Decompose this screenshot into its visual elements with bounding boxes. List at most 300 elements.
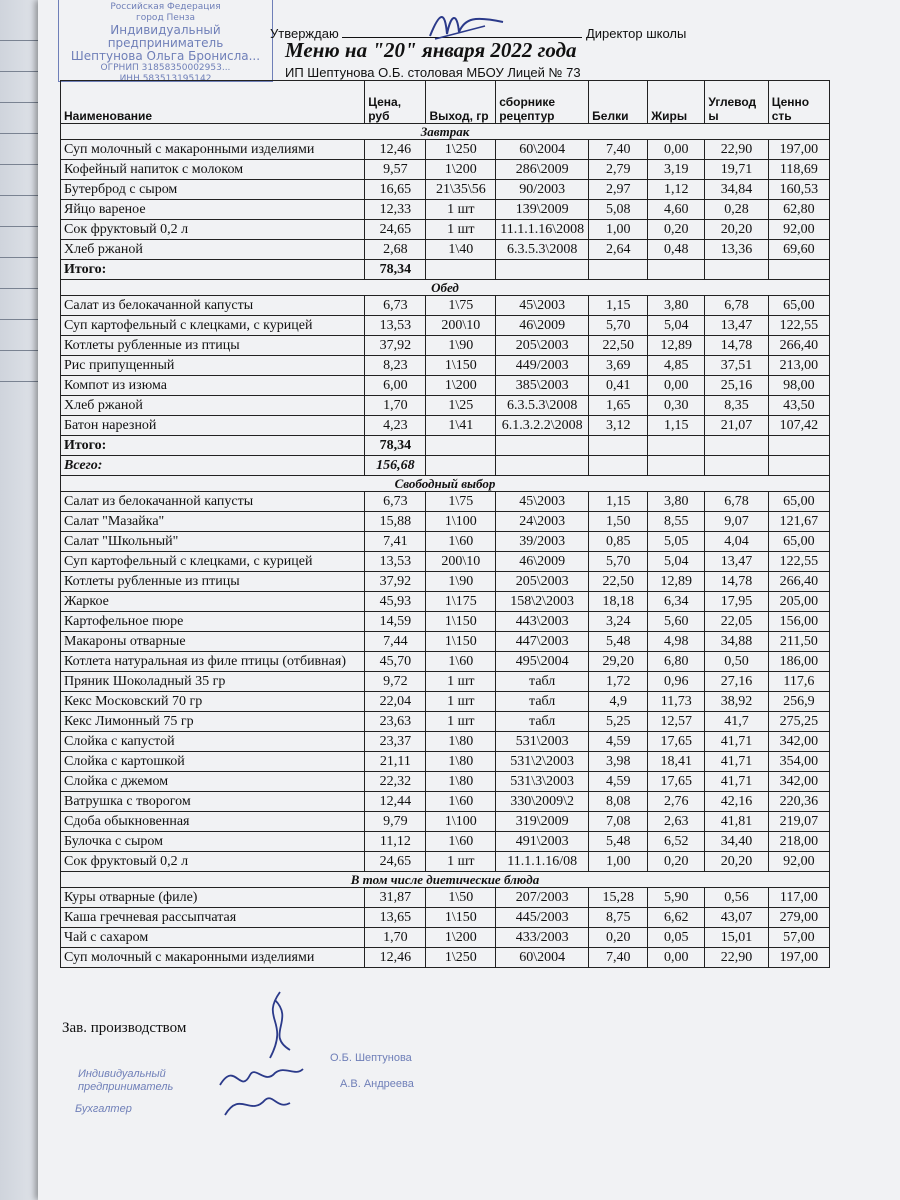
cell-price: 14,59 (365, 612, 426, 632)
cell-price: 1,70 (365, 396, 426, 416)
cell-fat: 5,05 (648, 532, 705, 552)
table-row (61, 220, 830, 240)
cell-recipe: 6.3.5.3\2008 (496, 396, 589, 416)
signatory-name-2: А.В. Андреева (340, 1078, 414, 1090)
table-row (61, 948, 830, 968)
cell-fat: 5,04 (648, 316, 705, 336)
cell-carbs: 34,88 (705, 632, 768, 652)
total-label: Всего: (61, 456, 365, 476)
cell-energy: 57,00 (768, 928, 829, 948)
table-row (61, 160, 830, 180)
cell-carbs: 22,90 (705, 140, 768, 160)
signatory-name-1: О.Б. Шептунова (330, 1052, 412, 1064)
cell-carbs: 22,90 (705, 948, 768, 968)
cell-price: 31,87 (365, 888, 426, 908)
stamp-line: город Пенза (135, 13, 196, 23)
cell-protein: 1,50 (589, 512, 648, 532)
page-title: Меню на "20" января 2022 года (285, 38, 577, 62)
cell-protein: 3,98 (589, 752, 648, 772)
cell-yield: 1\200 (426, 376, 496, 396)
cell-fat: 0,00 (648, 140, 705, 160)
production-signature-icon (250, 990, 310, 1060)
cell-fat: 4,60 (648, 200, 705, 220)
cell-name: Пряник Шоколадный 35 гр (61, 672, 365, 692)
cell-energy: 121,67 (768, 512, 829, 532)
cell-yield: 1\100 (426, 512, 496, 532)
empty-cell (496, 260, 589, 280)
empty-cell (768, 260, 829, 280)
empty-cell (589, 456, 648, 476)
cell-yield: 1\80 (426, 752, 496, 772)
cell-price: 16,65 (365, 180, 426, 200)
total-row (61, 436, 830, 456)
empty-cell (648, 260, 705, 280)
cell-recipe: 6.1.3.2.2\2008 (496, 416, 589, 436)
cell-name: Салат "Школьный" (61, 532, 365, 552)
cell-yield: 1\60 (426, 832, 496, 852)
cell-fat: 4,85 (648, 356, 705, 376)
table-row (61, 692, 830, 712)
cell-yield: 1\200 (426, 928, 496, 948)
cell-recipe: 447\2003 (496, 632, 589, 652)
cell-recipe: 60\2004 (496, 140, 589, 160)
cell-energy: 342,00 (768, 732, 829, 752)
cell-carbs: 42,16 (705, 792, 768, 812)
cell-energy: 197,00 (768, 140, 829, 160)
menu-table (60, 80, 830, 968)
cell-recipe: 443\2003 (496, 612, 589, 632)
cell-price: 4,23 (365, 416, 426, 436)
cell-name: Слойка с картошкой (61, 752, 365, 772)
cell-carbs: 41,71 (705, 732, 768, 752)
cell-carbs: 21,07 (705, 416, 768, 436)
cell-yield: 1\41 (426, 416, 496, 436)
cell-carbs: 41,71 (705, 752, 768, 772)
cell-yield: 1\150 (426, 612, 496, 632)
cell-protein: 4,59 (589, 732, 648, 752)
cell-name: Котлета натуральная из филе птицы (отбивная) (61, 652, 365, 672)
cell-energy: 256,9 (768, 692, 829, 712)
cell-recipe: 531\2\2003 (496, 752, 589, 772)
cell-energy: 266,40 (768, 572, 829, 592)
cell-yield: 1\80 (426, 772, 496, 792)
cell-name: Компот из изюма (61, 376, 365, 396)
table-row (61, 532, 830, 552)
cell-carbs: 27,16 (705, 672, 768, 692)
cell-fat: 6,52 (648, 832, 705, 852)
empty-cell (705, 260, 768, 280)
cell-fat: 3,80 (648, 492, 705, 512)
cell-name: Хлеб ржаной (61, 396, 365, 416)
cell-fat: 12,89 (648, 572, 705, 592)
section-title: Свободный выбор (61, 476, 830, 492)
stamp-line: ОГРНИП 31858350002953... (100, 63, 231, 73)
production-manager-label: Зав. производством (62, 1020, 187, 1036)
cell-carbs: 6,78 (705, 296, 768, 316)
total-row (61, 260, 830, 280)
empty-cell (705, 456, 768, 476)
cell-price: 12,46 (365, 140, 426, 160)
cell-yield: 1\60 (426, 792, 496, 812)
cell-price: 12,44 (365, 792, 426, 812)
empty-cell (768, 456, 829, 476)
cell-fat: 6,62 (648, 908, 705, 928)
table-row (61, 632, 830, 652)
empty-cell (426, 260, 496, 280)
cell-carbs: 37,51 (705, 356, 768, 376)
cell-name: Рис припущенный (61, 356, 365, 376)
cell-name: Суп молочный с макаронными изделиями (61, 948, 365, 968)
col-carbs: Углевод ы (705, 81, 768, 124)
cell-protein: 1,65 (589, 396, 648, 416)
cell-protein: 5,08 (589, 200, 648, 220)
cell-fat: 1,12 (648, 180, 705, 200)
cell-protein: 1,00 (589, 220, 648, 240)
cell-energy: 205,00 (768, 592, 829, 612)
cell-yield: 1 шт (426, 712, 496, 732)
cell-price: 7,41 (365, 532, 426, 552)
empty-cell (648, 456, 705, 476)
cell-recipe: 11.1.1.16\2008 (496, 220, 589, 240)
cell-fat: 0,00 (648, 948, 705, 968)
cell-carbs: 17,95 (705, 592, 768, 612)
cell-price: 13,53 (365, 552, 426, 572)
table-row (61, 552, 830, 572)
cell-carbs: 6,78 (705, 492, 768, 512)
menu-table-body (61, 124, 830, 968)
empty-cell (496, 436, 589, 456)
cell-fat: 8,55 (648, 512, 705, 532)
table-row (61, 832, 830, 852)
cell-price: 9,72 (365, 672, 426, 692)
cell-yield: 1\60 (426, 652, 496, 672)
cell-energy: 275,25 (768, 712, 829, 732)
cell-energy: 197,00 (768, 948, 829, 968)
cell-protein: 4,59 (589, 772, 648, 792)
cell-name: Салат из белокачанной капусты (61, 296, 365, 316)
cell-yield: 200\10 (426, 552, 496, 572)
cell-protein: 0,85 (589, 532, 648, 552)
cell-fat: 0,96 (648, 672, 705, 692)
cell-carbs: 0,28 (705, 200, 768, 220)
cell-recipe: 286\2009 (496, 160, 589, 180)
cell-price: 24,65 (365, 220, 426, 240)
cell-yield: 1\60 (426, 532, 496, 552)
col-yield: Выход, гр (426, 81, 496, 124)
table-row (61, 752, 830, 772)
cell-carbs: 38,92 (705, 692, 768, 712)
cell-energy: 98,00 (768, 376, 829, 396)
col-name: Наименование (61, 81, 365, 124)
cell-carbs: 13,36 (705, 240, 768, 260)
cell-energy: 266,40 (768, 336, 829, 356)
cell-name: Хлеб ржаной (61, 240, 365, 260)
cell-yield: 1\40 (426, 240, 496, 260)
cell-recipe: 60\2004 (496, 948, 589, 968)
cell-name: Батон нарезной (61, 416, 365, 436)
cell-carbs: 8,35 (705, 396, 768, 416)
cell-name: Сок фруктовый 0,2 л (61, 220, 365, 240)
cell-yield: 1\150 (426, 632, 496, 652)
cell-price: 23,37 (365, 732, 426, 752)
table-row (61, 396, 830, 416)
col-energy: Ценно сть (768, 81, 829, 124)
cell-fat: 3,80 (648, 296, 705, 316)
cell-price: 37,92 (365, 336, 426, 356)
cell-price: 11,12 (365, 832, 426, 852)
cell-protein: 1,72 (589, 672, 648, 692)
cell-recipe: 39/2003 (496, 532, 589, 552)
cell-carbs: 14,78 (705, 572, 768, 592)
cell-recipe: табл (496, 692, 589, 712)
cell-yield: 200\10 (426, 316, 496, 336)
total-row (61, 456, 830, 476)
cell-energy: 211,50 (768, 632, 829, 652)
table-row (61, 336, 830, 356)
cell-carbs: 0,50 (705, 652, 768, 672)
cell-carbs: 13,47 (705, 316, 768, 336)
table-row (61, 180, 830, 200)
cell-protein: 0,41 (589, 376, 648, 396)
cell-protein: 3,24 (589, 612, 648, 632)
cell-carbs: 0,56 (705, 888, 768, 908)
cell-price: 37,92 (365, 572, 426, 592)
cell-fat: 0,05 (648, 928, 705, 948)
cell-energy: 218,00 (768, 832, 829, 852)
section-header (61, 124, 830, 140)
cell-yield: 1\25 (426, 396, 496, 416)
cell-price: 9,57 (365, 160, 426, 180)
cell-carbs: 34,40 (705, 832, 768, 852)
cell-energy: 122,55 (768, 552, 829, 572)
cell-recipe: 139\2009 (496, 200, 589, 220)
cell-recipe: 330\2009\2 (496, 792, 589, 812)
section-header (61, 476, 830, 492)
cell-yield: 1 шт (426, 692, 496, 712)
cell-energy: 69,60 (768, 240, 829, 260)
total-label: Итого: (61, 260, 365, 280)
cell-price: 9,79 (365, 812, 426, 832)
table-row (61, 592, 830, 612)
cell-fat: 0,48 (648, 240, 705, 260)
cell-yield: 1\75 (426, 296, 496, 316)
cell-yield: 1\75 (426, 492, 496, 512)
cell-recipe: 531\3\2003 (496, 772, 589, 792)
stamp-line: Индивидуальный предприниматель (107, 23, 224, 50)
cell-name: Яйцо вареное (61, 200, 365, 220)
cell-recipe: 6.3.5.3\2008 (496, 240, 589, 260)
table-row (61, 376, 830, 396)
cell-carbs: 41,7 (705, 712, 768, 732)
table-row (61, 712, 830, 732)
cell-name: Сдоба обыкновенная (61, 812, 365, 832)
cell-energy: 92,00 (768, 852, 829, 872)
cell-energy: 117,6 (768, 672, 829, 692)
stamp-line: Российская Федерация (110, 2, 221, 12)
cell-name: Котлеты рубленные из птицы (61, 572, 365, 592)
cell-fat: 5,04 (648, 552, 705, 572)
cell-protein: 22,50 (589, 336, 648, 356)
cell-yield: 1\100 (426, 812, 496, 832)
cell-yield: 1\50 (426, 888, 496, 908)
cell-protein: 5,25 (589, 712, 648, 732)
cell-price: 6,00 (365, 376, 426, 396)
cell-energy: 118,69 (768, 160, 829, 180)
table-row (61, 316, 830, 336)
col-fat: Жиры (648, 81, 705, 124)
cell-fat: 11,73 (648, 692, 705, 712)
cell-fat: 0,00 (648, 376, 705, 396)
total-value: 78,34 (365, 260, 426, 280)
total-label: Итого: (61, 436, 365, 456)
table-row (61, 240, 830, 260)
cell-name: Суп картофельный с клецками, с курицей (61, 316, 365, 336)
empty-cell (648, 436, 705, 456)
cell-name: Суп молочный с макаронными изделиями (61, 140, 365, 160)
cell-protein: 4,9 (589, 692, 648, 712)
table-row (61, 200, 830, 220)
cell-yield: 1\90 (426, 336, 496, 356)
cell-name: Кекс Лимонный 75 гр (61, 712, 365, 732)
cell-price: 13,65 (365, 908, 426, 928)
cell-yield: 1 шт (426, 852, 496, 872)
official-stamp (58, 0, 273, 82)
cell-energy: 122,55 (768, 316, 829, 336)
cell-carbs: 41,81 (705, 812, 768, 832)
cell-name: Салат "Мазайка" (61, 512, 365, 532)
cell-fat: 4,98 (648, 632, 705, 652)
cell-carbs: 34,84 (705, 180, 768, 200)
cell-carbs: 20,20 (705, 852, 768, 872)
cell-protein: 8,08 (589, 792, 648, 812)
cell-price: 22,04 (365, 692, 426, 712)
cell-price: 1,70 (365, 928, 426, 948)
cell-recipe: 158\2\2003 (496, 592, 589, 612)
cell-price: 15,88 (365, 512, 426, 532)
table-row (61, 852, 830, 872)
cell-price: 22,32 (365, 772, 426, 792)
entrepreneur-signature-icon (215, 1055, 305, 1125)
cell-protein: 8,75 (589, 908, 648, 928)
cell-carbs: 22,05 (705, 612, 768, 632)
empty-cell (589, 260, 648, 280)
cell-recipe: 495\2004 (496, 652, 589, 672)
cell-price: 13,53 (365, 316, 426, 336)
cell-recipe: 491\2003 (496, 832, 589, 852)
empty-cell (496, 456, 589, 476)
section-header (61, 280, 830, 296)
cell-name: Булочка с сыром (61, 832, 365, 852)
cell-energy: 186,00 (768, 652, 829, 672)
cell-fat: 17,65 (648, 732, 705, 752)
cell-fat: 17,65 (648, 772, 705, 792)
table-row (61, 572, 830, 592)
table-row (61, 652, 830, 672)
cell-yield: 1\150 (426, 908, 496, 928)
cell-protein: 15,28 (589, 888, 648, 908)
cell-name: Бутерброд с сыром (61, 180, 365, 200)
cell-protein: 1,15 (589, 296, 648, 316)
cell-name: Слойка с джемом (61, 772, 365, 792)
empty-cell (705, 436, 768, 456)
cell-protein: 22,50 (589, 572, 648, 592)
entrepreneur-label: Индивидуальный предприниматель (78, 1068, 174, 1093)
empty-cell (426, 436, 496, 456)
table-row (61, 492, 830, 512)
empty-cell (589, 436, 648, 456)
cell-energy: 342,00 (768, 772, 829, 792)
table-row (61, 888, 830, 908)
cell-price: 45,70 (365, 652, 426, 672)
cell-protein: 29,20 (589, 652, 648, 672)
cell-price: 8,23 (365, 356, 426, 376)
cell-name: Кекс Московский 70 гр (61, 692, 365, 712)
cell-carbs: 43,07 (705, 908, 768, 928)
cell-energy: 107,42 (768, 416, 829, 436)
cell-name: Ватрушка с творогом (61, 792, 365, 812)
cell-carbs: 25,16 (705, 376, 768, 396)
cell-fat: 5,60 (648, 612, 705, 632)
cell-yield: 1 шт (426, 200, 496, 220)
cell-fat: 3,19 (648, 160, 705, 180)
table-header (61, 81, 830, 124)
cell-protein: 3,69 (589, 356, 648, 376)
page-subtitle: ИП Шептунова О.Б. столовая МБОУ Лицей № 73 (285, 65, 581, 80)
director-label: Директор школы (585, 26, 687, 41)
cell-protein: 18,18 (589, 592, 648, 612)
cell-name: Куры отварные (филе) (61, 888, 365, 908)
cell-protein: 2,79 (589, 160, 648, 180)
cell-recipe: 205\2003 (496, 572, 589, 592)
table-row (61, 296, 830, 316)
cell-protein: 7,40 (589, 948, 648, 968)
cell-energy: 65,00 (768, 492, 829, 512)
table-row (61, 512, 830, 532)
cell-recipe: 24\2003 (496, 512, 589, 532)
cell-price: 12,46 (365, 948, 426, 968)
cell-name: Котлеты рубленные из птицы (61, 336, 365, 356)
table-row (61, 812, 830, 832)
empty-cell (426, 456, 496, 476)
cell-recipe: 449/2003 (496, 356, 589, 376)
col-price: Цена, руб (365, 81, 426, 124)
table-row (61, 416, 830, 436)
cell-protein: 2,64 (589, 240, 648, 260)
cell-name: Макароны отварные (61, 632, 365, 652)
cell-recipe: 319\2009 (496, 812, 589, 832)
cell-recipe: 45\2003 (496, 296, 589, 316)
section-title: Обед (61, 280, 830, 296)
total-value: 156,68 (365, 456, 426, 476)
cell-energy: 219,07 (768, 812, 829, 832)
cell-yield: 1\80 (426, 732, 496, 752)
cell-yield: 21\35\56 (426, 180, 496, 200)
cell-fat: 12,89 (648, 336, 705, 356)
cell-price: 23,63 (365, 712, 426, 732)
cell-fat: 0,30 (648, 396, 705, 416)
cell-protein: 5,48 (589, 632, 648, 652)
cell-yield: 1\250 (426, 948, 496, 968)
cell-yield: 1\90 (426, 572, 496, 592)
cell-carbs: 41,71 (705, 772, 768, 792)
cell-energy: 65,00 (768, 296, 829, 316)
total-value: 78,34 (365, 436, 426, 456)
table-row (61, 908, 830, 928)
cell-fat: 18,41 (648, 752, 705, 772)
cell-price: 6,73 (365, 296, 426, 316)
cell-carbs: 15,01 (705, 928, 768, 948)
table-row (61, 928, 830, 948)
